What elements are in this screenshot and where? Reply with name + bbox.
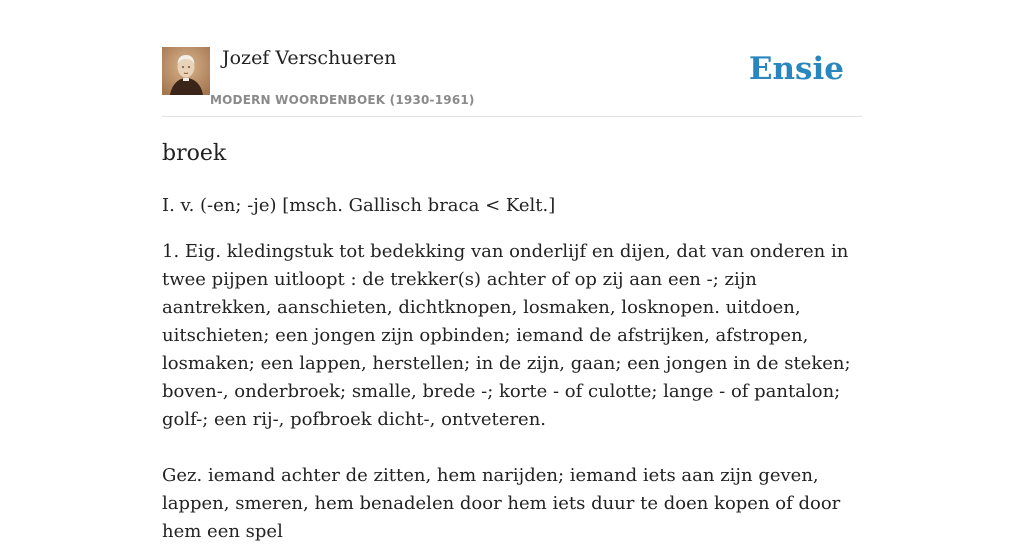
grammar-info: I. v. (-en; -je) [msch. Gallisch braca < Kelt.] [162,195,556,216]
ensie-logo[interactable]: Ensie [748,51,844,87]
author-avatar[interactable] [162,47,210,95]
entry-definition [162,192,868,546]
definition-figurative: Gez. iemand achter de zitten, hem narijden; iemand iets aan zijn geven, lappen, smeren, hem benadelen door hem iets duur te doen kopen of door hem een spel [162,465,841,542]
page-title: broek [162,141,227,166]
definition-sense-1: 1. Eig. kledingstuk tot bedekking van onderlijf en dijen, dat van onderen in twee pijpen uitloopt : de trekker(s) achter of op zij aan een -; zijn aantrekken, aanschieten, dichtknopen, losmaken, losknopen. uitdoen, uitschieten; een jongen zijn opbinden; iemand de afstrijken, afstropen, losmaken; een lappen, herstellen; in de zijn, gaan; een jongen in de steken; boven-, onderbroek; smalle, brede -; korte - of culotte; lange - of pantalon; golf-; een rij-, pofbroek dicht-, ontveteren. [162,241,851,430]
author-portrait-image [162,47,210,95]
entry-header [162,46,862,117]
dictionary-source[interactable]: MODERN WOORDENBOEK (1930-1961) [210,93,475,107]
author-name[interactable]: Jozef Verschueren [222,47,397,69]
